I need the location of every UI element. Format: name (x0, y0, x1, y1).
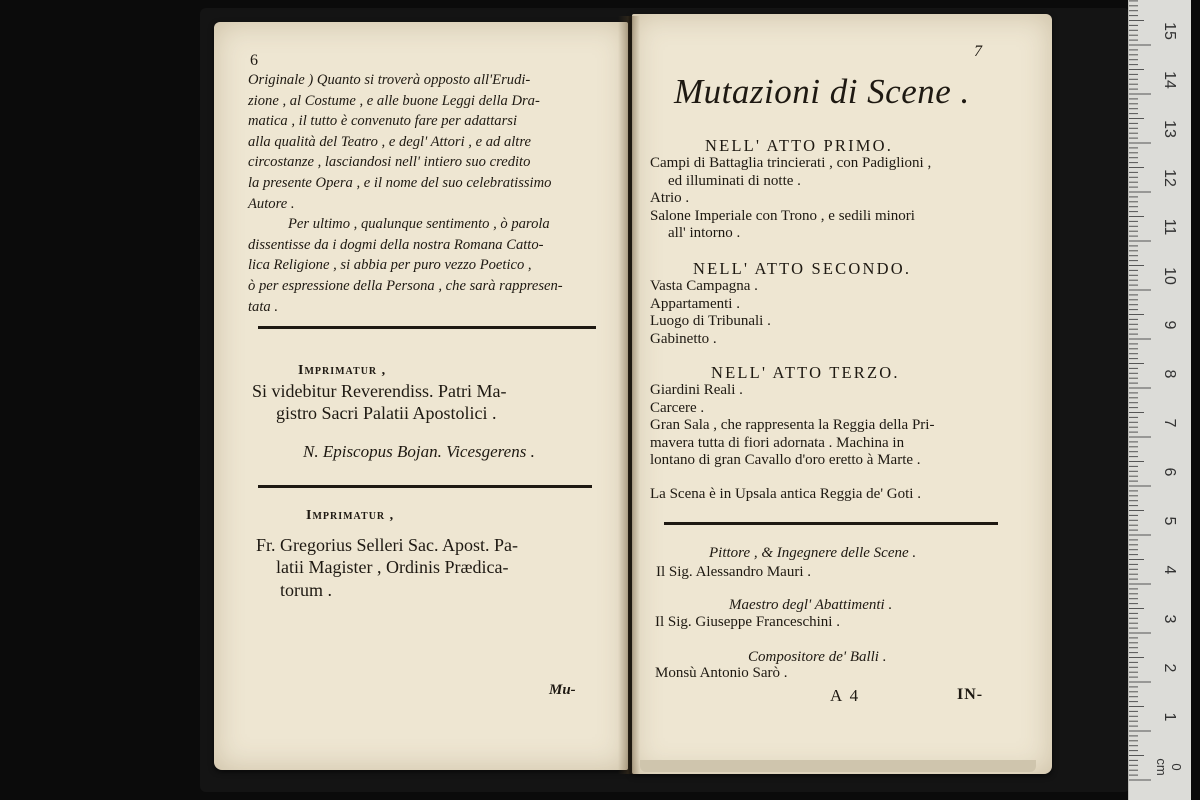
divider-rule (258, 326, 596, 329)
imprimatur-text: torum . (280, 580, 332, 600)
ruler-number: 13 (1161, 120, 1178, 138)
list-item: ed illuminati di notte . (668, 172, 801, 189)
text-line: dissentisse da i dogmi della nostra Romana Catto- (248, 236, 544, 253)
act-heading: NELL' ATTO TERZO. (711, 363, 900, 382)
divider-rule (258, 485, 592, 488)
act-heading: NELL' ATTO PRIMO. (705, 136, 894, 155)
measuring-ruler (1128, 0, 1191, 800)
scene-list (650, 278, 1020, 348)
ruler-number: 10 (1161, 267, 1178, 285)
signature-mark: A 4 (830, 686, 861, 705)
page-edges (640, 760, 1036, 772)
text-line: la presente Opera , e il nome del suo celebratissimo (248, 174, 552, 191)
imprimatur-text: latii Magister , Ordinis Prædica- (276, 557, 509, 577)
list-item: Campi di Battaglia trincierati , con Padiglioni , (650, 155, 932, 171)
credit-role: Pittore , & Ingegnere delle Scene . (709, 545, 917, 561)
text-line: zione , al Costume , e alle buone Leggi della Dra- (248, 92, 540, 109)
list-item: Appartamenti . (650, 295, 740, 312)
list-item: all' intorno . (668, 225, 741, 242)
ruler-number: 5 (1161, 516, 1178, 526)
scene-list (650, 155, 1020, 243)
list-item: Giardini Reali . (650, 382, 743, 398)
ruler-number: 11 (1161, 218, 1178, 236)
list-item: Carcere . (650, 399, 705, 416)
list-item: Luogo di Tribunali . (650, 313, 771, 330)
list-item: lontano di gran Cavallo d'oro eretto à Marte . (650, 452, 921, 469)
list-item: Gran Sala , che rappresenta la Reggia della Pri- (650, 417, 935, 434)
setting-line: La Scena è in Upsala antica Reggia de' Goti . (650, 486, 921, 502)
ruler-number: 14 (1161, 71, 1178, 89)
text-line: circostanze , lasciandosi nell' intiero suo credito (248, 154, 531, 171)
page-title: Mutazioni di Scene . (674, 72, 970, 111)
text-line: tata . (248, 298, 278, 315)
book-gutter (618, 16, 640, 774)
text-line: lica Religione , si abbia per puro vezzo Poetico , (248, 257, 532, 274)
ruler-number: 4 (1161, 565, 1178, 575)
ruler-unit-label: 0 cm (1154, 758, 1184, 776)
ruler-number: 2 (1161, 663, 1178, 673)
text-line: alla qualità del Teatro , e degl' Attori , e ad altre (248, 133, 531, 150)
list-item: Salone Imperiale con Trono , e sedili minori (650, 207, 915, 224)
ruler-number: 7 (1161, 418, 1178, 428)
list-item: Gabinetto . (650, 330, 717, 347)
text-line: Autore . (248, 195, 295, 212)
text-line: matica , il tutto è convenuto fare per adattarsi (248, 113, 518, 130)
ruler-number: 12 (1161, 169, 1178, 187)
credit-name: Il Sig. Giuseppe Franceschini . (655, 614, 840, 630)
list-item: mavera tutta di fiori adornata . Machina in (650, 434, 905, 451)
credit-role: Maestro degl' Abattimenti . (729, 597, 893, 613)
list-item: Vasta Campagna . (650, 278, 758, 294)
text-line: Per ultimo , qualunque sentimento , ò parola (288, 216, 550, 233)
scene-list (650, 382, 1020, 470)
credit-name: Il Sig. Alessandro Mauri . (656, 564, 811, 580)
text-line: ò per espressione della Persona , che sarà rappresen- (248, 277, 563, 294)
imprimatur-signature: N. Episcopus Bojan. Vicesgerens . (303, 442, 535, 461)
list-item: Atrio . (650, 190, 690, 207)
ruler-number: 6 (1161, 467, 1178, 477)
ruler-number: 3 (1161, 614, 1178, 624)
imprimatur-text: gistro Sacri Palatii Apostolici . (276, 403, 497, 423)
text-line: Originale ) Quanto si troverà opposto all'Erudi- (248, 72, 531, 88)
ruler-number: 15 (1161, 22, 1178, 40)
imprimatur-text: Si videbitur Reverendiss. Patri Ma- (252, 381, 507, 401)
divider-rule (664, 522, 998, 525)
ruler-number: 8 (1161, 369, 1178, 379)
left-paragraph (248, 70, 600, 317)
ruler-number: 1 (1161, 712, 1178, 722)
credit-name: Monsù Antonio Sarò . (655, 665, 788, 681)
right-page-number: 7 (974, 43, 982, 60)
catchword: Mu- (549, 682, 576, 698)
imprimatur-caption: Imprimatur , (298, 363, 387, 378)
ruler-number: 9 (1161, 320, 1178, 330)
imprimatur-text: Fr. Gregorius Selleri Sac. Apost. Pa- (256, 535, 518, 555)
left-page-number: 6 (250, 52, 258, 69)
act-heading: NELL' ATTO SECONDO. (693, 259, 912, 278)
credit-role: Compositore de' Balli . (748, 649, 887, 665)
catchword: IN- (957, 686, 984, 703)
imprimatur-caption: Imprimatur , (306, 508, 395, 523)
